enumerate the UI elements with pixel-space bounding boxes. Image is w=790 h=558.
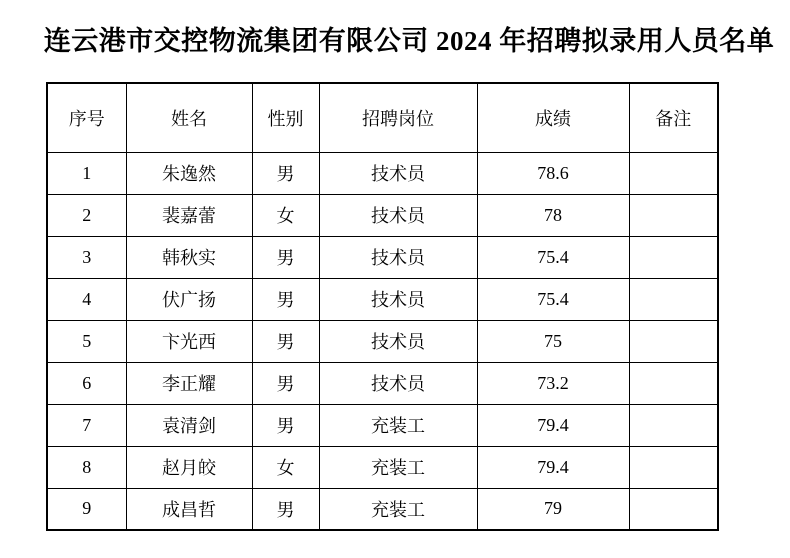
cell-score: 79.4: [477, 404, 629, 446]
cell-score: 75.4: [477, 278, 629, 320]
cell-remark: [629, 278, 718, 320]
cell-remark: [629, 488, 718, 530]
header-cell-score: 成绩: [477, 83, 629, 152]
cell-serial: 1: [47, 152, 126, 194]
cell-position: 充装工: [319, 446, 477, 488]
cell-name: 赵月皎: [126, 446, 252, 488]
cell-score: 78.6: [477, 152, 629, 194]
cell-serial: 6: [47, 362, 126, 404]
cell-gender: 男: [252, 488, 319, 530]
cell-name: 李正耀: [126, 362, 252, 404]
cell-remark: [629, 320, 718, 362]
cell-position: 技术员: [319, 362, 477, 404]
table-row: [47, 488, 718, 530]
cell-serial: 4: [47, 278, 126, 320]
table-row: [47, 446, 718, 488]
cell-serial: 2: [47, 194, 126, 236]
cell-serial: 8: [47, 446, 126, 488]
table-row: [47, 320, 718, 362]
roster-table: [46, 82, 719, 531]
cell-position: 技术员: [319, 152, 477, 194]
cell-name: 朱逸然: [126, 152, 252, 194]
table-row: [47, 236, 718, 278]
header-cell-name: 姓名: [126, 83, 252, 152]
cell-score: 75.4: [477, 236, 629, 278]
header-cell-serial: 序号: [47, 83, 126, 152]
cell-gender: 男: [252, 152, 319, 194]
cell-position: 充装工: [319, 404, 477, 446]
header-row: [47, 83, 718, 152]
cell-score: 78: [477, 194, 629, 236]
cell-name: 韩秋实: [126, 236, 252, 278]
cell-gender: 男: [252, 362, 319, 404]
table-body: [47, 152, 718, 530]
cell-position: 技术员: [319, 278, 477, 320]
table-row: [47, 362, 718, 404]
cell-gender: 男: [252, 404, 319, 446]
cell-score: 75: [477, 320, 629, 362]
table-row: [47, 152, 718, 194]
cell-score: 73.2: [477, 362, 629, 404]
cell-remark: [629, 152, 718, 194]
cell-gender: 男: [252, 320, 319, 362]
cell-score: 79.4: [477, 446, 629, 488]
table-row: [47, 404, 718, 446]
cell-gender: 女: [252, 446, 319, 488]
cell-position: 技术员: [319, 320, 477, 362]
cell-remark: [629, 362, 718, 404]
page-title: 连云港市交控物流集团有限公司 2024 年招聘拟录用人员名单: [43, 26, 775, 56]
cell-gender: 男: [252, 278, 319, 320]
header-cell-remark: 备注: [629, 83, 718, 152]
cell-position: 技术员: [319, 194, 477, 236]
table-row: [47, 194, 718, 236]
cell-name: 袁清剑: [126, 404, 252, 446]
cell-name: 伏广扬: [126, 278, 252, 320]
cell-name: 成昌哲: [126, 488, 252, 530]
cell-position: 充装工: [319, 488, 477, 530]
cell-gender: 男: [252, 236, 319, 278]
cell-remark: [629, 194, 718, 236]
cell-remark: [629, 446, 718, 488]
header-cell-position: 招聘岗位: [319, 83, 477, 152]
cell-serial: 7: [47, 404, 126, 446]
table-row: [47, 278, 718, 320]
cell-remark: [629, 404, 718, 446]
cell-name: 卞光西: [126, 320, 252, 362]
cell-gender: 女: [252, 194, 319, 236]
cell-serial: 9: [47, 488, 126, 530]
cell-name: 裴嘉蕾: [126, 194, 252, 236]
cell-serial: 3: [47, 236, 126, 278]
cell-serial: 5: [47, 320, 126, 362]
header-cell-gender: 性别: [252, 83, 319, 152]
cell-score: 79: [477, 488, 629, 530]
cell-position: 技术员: [319, 236, 477, 278]
cell-remark: [629, 236, 718, 278]
